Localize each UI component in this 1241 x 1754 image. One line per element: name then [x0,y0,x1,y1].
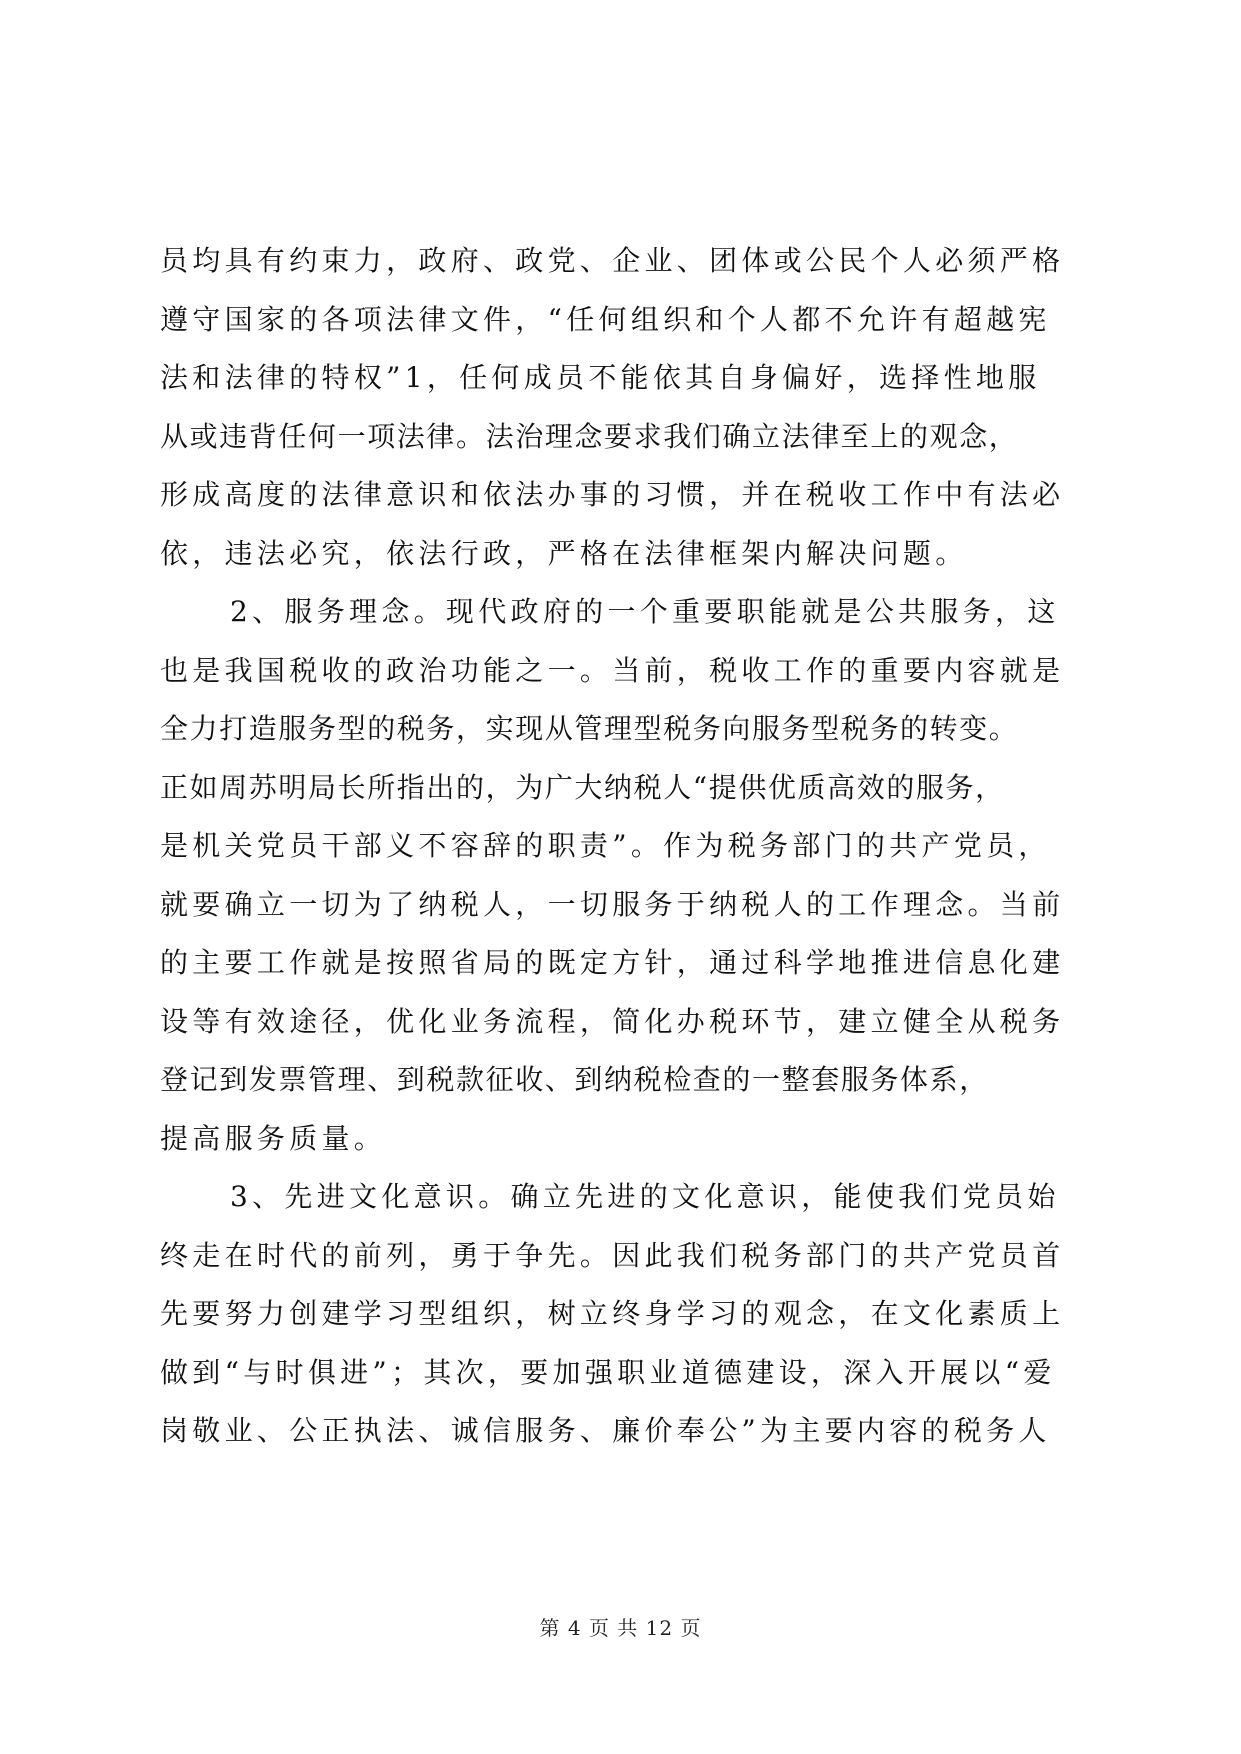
text-line: 依，违法必究，依法行政，严格在法律框架内解决问题。 [160,536,968,570]
text-line: 遵守国家的各项法律文件，“任何组织和个人都不允许有超越宪 [160,302,1051,336]
text-line: 登记到发票管理、到税款征收、到纳税检查的一整套服务体系， [160,1063,989,1096]
text-line: 设等有效途径，优化业务流程，简化办税环节，建立健全从税务 [160,1004,1065,1038]
body-text [160,232,1090,1461]
text-line: 终走在时代的前列，勇于争先。因此我们税务部门的共产党员首 [160,1238,1065,1272]
text-line: 提高服务质量。 [160,1121,387,1155]
text-line: 做到“与时俱进”；其次，要加强职业道德建设，深入开展以“爱 [160,1355,1056,1389]
text-line: 先要努力创建学习型组织，树立终身学习的观念，在文化素质上 [160,1297,1065,1330]
text-line: 岗敬业、公正执法、诚信服务、廉价奉公”为主要内容的税务人 [160,1414,1051,1447]
page-footer: 第 4 页 共 12 页 [539,1616,702,1640]
text-line: 员均具有约束力，政府、政党、企业、团体或公民个人必须严格 [160,244,1065,277]
text-line: 3、先进文化意识。确立先进的文化意识，能使我们党员始 [230,1180,1060,1213]
text-line: 的主要工作就是按照省局的既定方针，通过科学地推进信息化建 [160,946,1065,979]
text-line: 正如周苏明局长所指出的，为广大纳税人“提供优质高效的服务， [160,770,1005,804]
text-line: 2、服务理念。现代政府的一个重要职能就是公共服务，这 [230,595,1060,628]
text-line: 法和法律的特权”1，任何成员不能依其自身偏好，选择性地服 [160,361,1041,394]
text-line: 也是我国税收的政治功能之一。当前，税收工作的重要内容就是 [160,653,1065,687]
text-line: 是机关党员干部义不容辞的职责”。作为税务部门的共产党员， [160,829,1051,862]
text-line: 全力打造服务型的税务，实现从管理型税务向服务型税务的转变。 [160,712,1019,745]
text-line: 就要确立一切为了纳税人，一切服务于纳税人的工作理念。当前 [160,887,1065,921]
text-line: 形成高度的法律意识和依法办事的习惯，并在税收工作中有法必 [160,478,1065,511]
text-line: 从或违背任何一项法律。法治理念要求我们确立法律至上的观念， [160,419,1019,453]
